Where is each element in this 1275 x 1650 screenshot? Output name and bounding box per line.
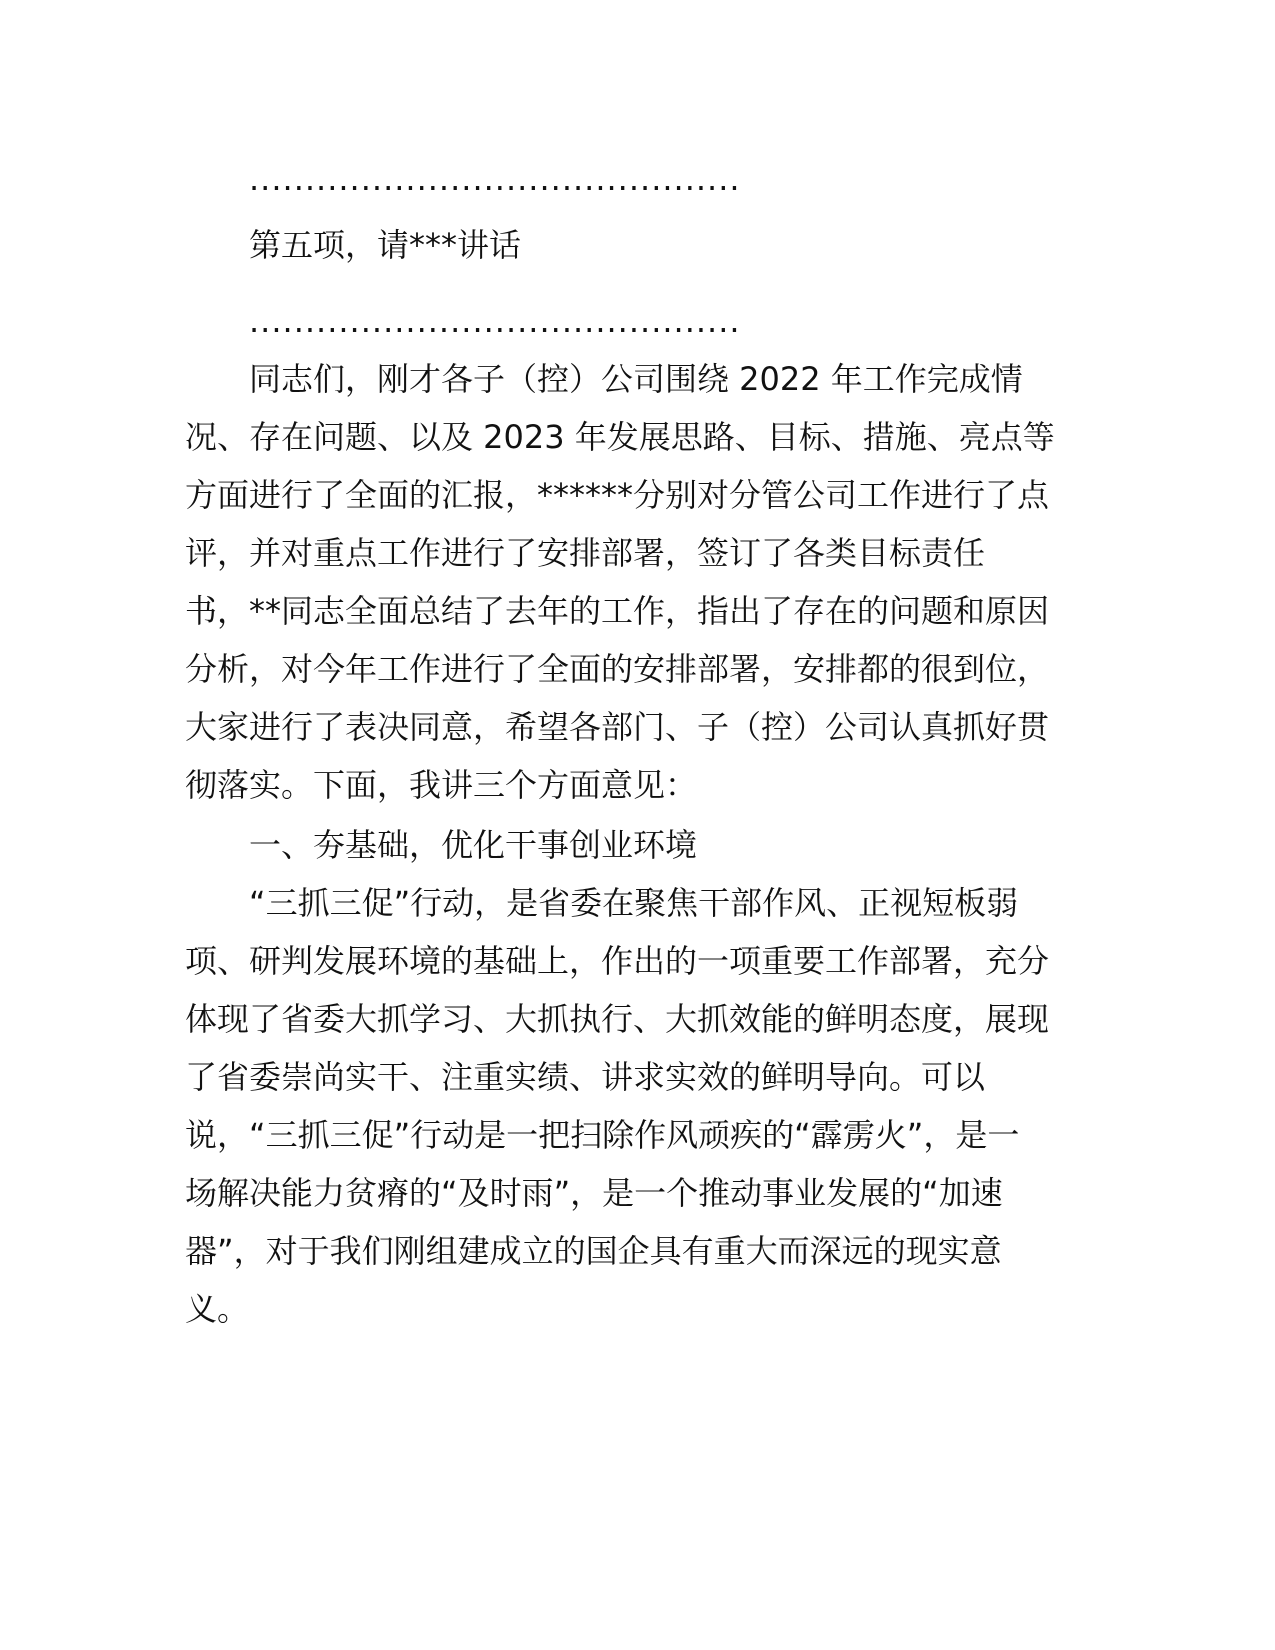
paragraph-line: 了省委崇尚实干、注重实绩、讲求实效的鲜明导向。可以 <box>185 1058 986 1096</box>
paragraph-line: 说，“三抓三促”行动是一把扫除作风顽疾的“霹雳火”，是一 <box>185 1116 1020 1154</box>
agenda-item-five: 第五项，请***讲话 <box>249 226 522 264</box>
paragraph-line: 况、存在问题、以及 2023 年发展思路、目标、措施、亮点等 <box>185 418 1055 456</box>
paragraph-line: 评，并对重点工作进行了安排部署，签订了各类目标责任 <box>185 534 986 572</box>
document-body <box>185 150 1090 1338</box>
paragraph-line: 项、研判发展环境的基础上，作出的一项重要工作部署，充分 <box>185 942 1050 980</box>
section-one-paragraph <box>185 874 1090 1338</box>
paragraph-line: 体现了省委大抓学习、大抓执行、大抓效能的鲜明态度，展现 <box>185 1000 1050 1038</box>
paragraph-line: 义。 <box>185 1290 250 1328</box>
ellipsis-separator-2: ............................................ <box>249 302 741 340</box>
paragraph-line: 器”，对于我们刚组建成立的国企具有重大而深远的现实意 <box>185 1232 1002 1270</box>
paragraph-line: 大家进行了表决同意，希望各部门、子（控）公司认真抓好贯 <box>185 708 1050 746</box>
paragraph-line: “三抓三促”行动，是省委在聚焦干部作风、正视短板弱 <box>249 884 1019 922</box>
speech-intro-paragraph <box>185 350 1090 814</box>
paragraph-line: 彻落实。下面，我讲三个方面意见： <box>185 766 698 804</box>
paragraph-line: 场解决能力贫瘠的“及时雨”，是一个推动事业发展的“加速 <box>185 1174 1003 1212</box>
paragraph-line: 方面进行了全面的汇报，******分别对分管公司工作进行了点 <box>185 476 1050 514</box>
section-heading: 一、夯基础，优化干事创业环境 <box>249 826 698 864</box>
paragraph-line: 分析，对今年工作进行了全面的安排部署，安排都的很到位， <box>185 650 1050 688</box>
ellipsis-separator-1: ............................................ <box>249 160 741 198</box>
paragraph-line: 书，**同志全面总结了去年的工作，指出了存在的问题和原因 <box>185 592 1050 630</box>
paragraph-line: 同志们，刚才各子（控）公司围绕 2022 年工作完成情 <box>249 360 1023 398</box>
